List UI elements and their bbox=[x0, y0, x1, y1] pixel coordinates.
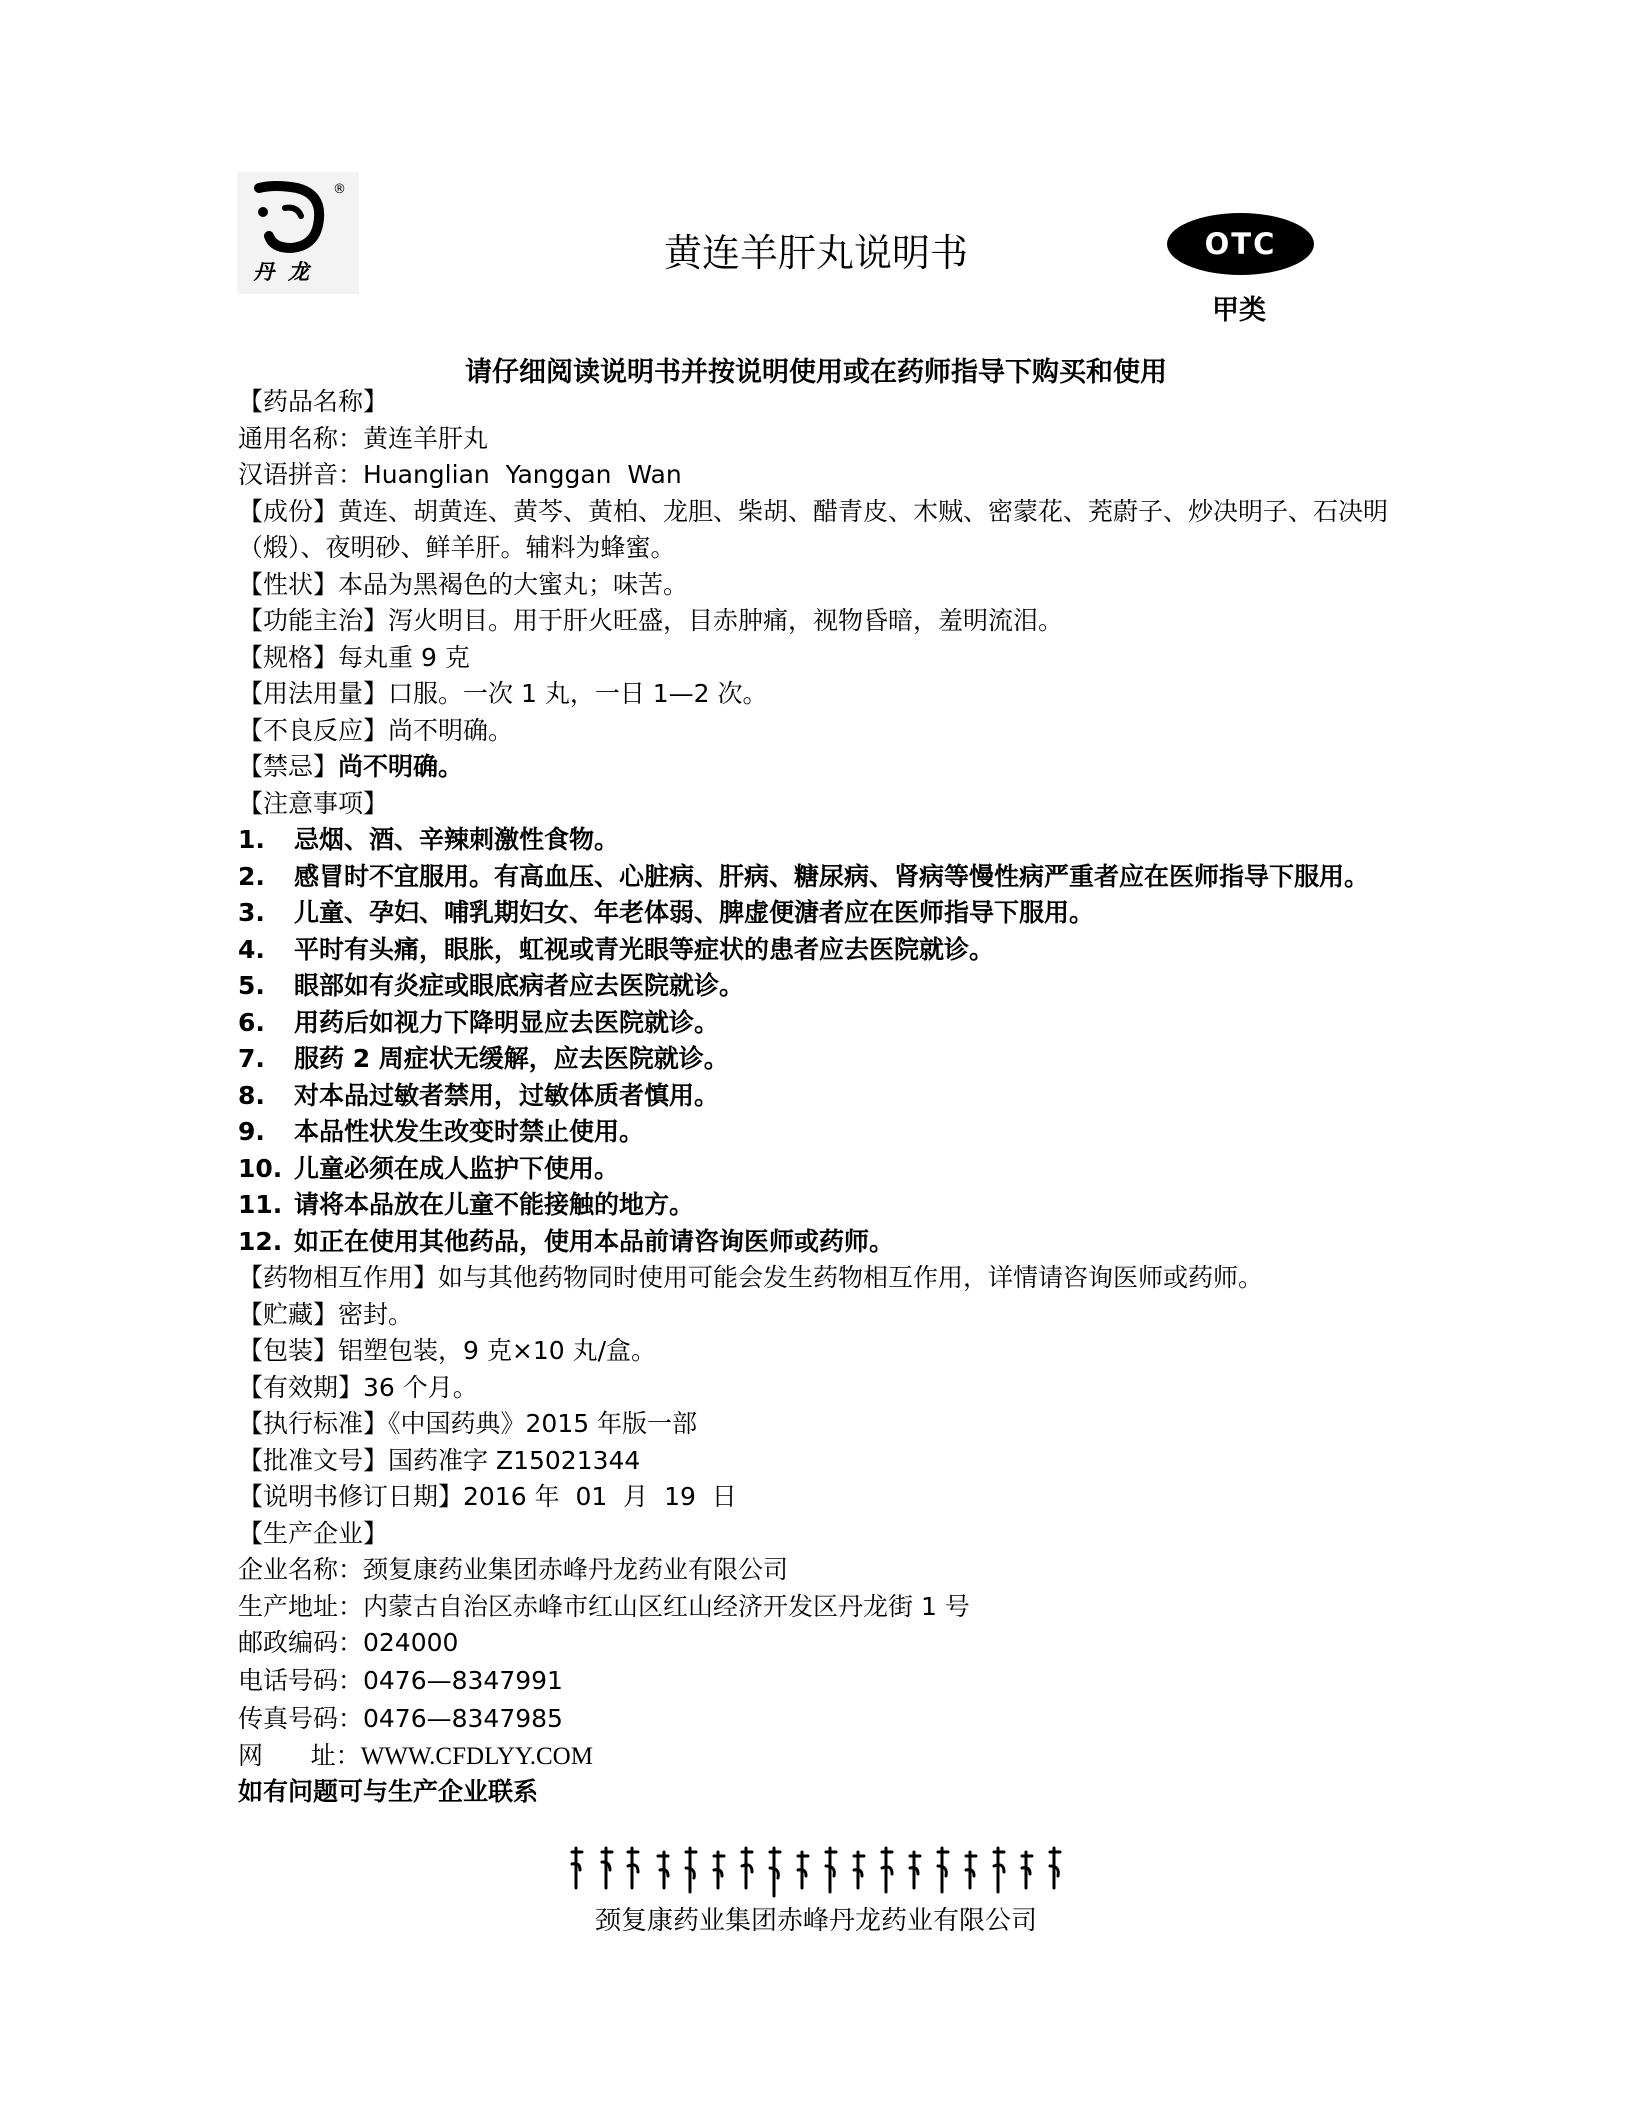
precaution-item: 2. 感冒时不宜服用。有高血压、心脏病、肝病、糖尿病、肾病等慢性病严重者应在医师指导下服用。 bbox=[238, 861, 1370, 891]
dosage-section: 【用法用量】口服。一次 1 丸，一日 1—2 次。 bbox=[238, 679, 768, 708]
contraindications-section: 【禁忌】尚不明确。 bbox=[238, 752, 464, 781]
manufacturer-phone: 电话号码：0476—8347991 bbox=[238, 1665, 563, 1695]
storage-section: 【贮藏】密封。 bbox=[238, 1299, 414, 1329]
precaution-item: 7. 服药 2 周症状无缓解，应去医院就诊。 bbox=[238, 1044, 729, 1073]
otc-badge: OTC bbox=[1167, 213, 1314, 275]
precaution-item: 3. 儿童、孕妇、哺乳期妇女、年老体弱、脾虚便溏者应在医师指导下服用。 bbox=[238, 898, 1095, 927]
ingredients-section: 【成份】黄连、胡黄连、黄芩、黄柏、龙胆、柴胡、醋青皮、木贼、密蒙花、茺蔚子、炒决明子、石决明（煅）、夜明砂、鲜羊肝。辅料为蜂蜜。 bbox=[238, 496, 1389, 562]
precaution-item: 10. 儿童必须在成人监护下使用。 bbox=[238, 1153, 620, 1183]
adverse-section: 【不良反应】尚不明确。 bbox=[238, 715, 514, 745]
revision-section: 【说明书修订日期】2016 年 01 月 19 日 bbox=[238, 1482, 737, 1511]
precaution-item: 6. 用药后如视力下降明显应去医院就诊。 bbox=[238, 1007, 720, 1037]
otc-class-label: 甲类 bbox=[1212, 295, 1266, 326]
precaution-item: 1. 忌烟、酒、辛辣刺激性食物。 bbox=[238, 825, 620, 854]
indications-section: 【功能主治】泻火明目。用于肝火旺盛，目赤肿痛，视物昏暗，羞明流泪。 bbox=[238, 606, 1064, 635]
page-title: 黄连羊肝丸说明书 bbox=[663, 231, 968, 275]
precaution-item: 5. 眼部如有炎症或眼底病者应去医院就诊。 bbox=[238, 971, 745, 1000]
description-section: 【性状】本品为黑褐色的大蜜丸；味苦。 bbox=[238, 569, 689, 599]
mongolian-script-logo bbox=[568, 1838, 1068, 1900]
footer-company: 颈复康药业集团赤峰丹龙药业有限公司 bbox=[594, 1906, 1037, 1936]
standard-section: 【执行标准】《中国药典》2015 年版一部 bbox=[238, 1409, 698, 1438]
contact-note: 如有问题可与生产企业联系 bbox=[238, 1777, 539, 1806]
approval-section: 【批准文号】国药准字 Z15021344 bbox=[238, 1445, 641, 1475]
validity-section: 【有效期】36 个月。 bbox=[238, 1372, 478, 1402]
precaution-item: 12. 如正在使用其他药品，使用本品前请咨询医师或药师。 bbox=[238, 1226, 895, 1256]
leaflet-body bbox=[238, 384, 1398, 1811]
drug-name-header: 【药品名称】 bbox=[238, 387, 389, 416]
manufacturer-website: 网 址：WWW.CFDLYY.COM bbox=[238, 1740, 593, 1770]
manufacturer-postcode: 邮政编码：024000 bbox=[238, 1628, 459, 1657]
interactions-section: 【药物相互作用】如与其他药物同时使用可能会发生药物相互作用，详情请咨询医师或药师。 bbox=[238, 1263, 1264, 1292]
manufacturer-address: 生产地址：内蒙古自治区赤峰市红山区红山经济开发区丹龙街 1 号 bbox=[238, 1591, 970, 1621]
precaution-item: 9. 本品性状发生改变时禁止使用。 bbox=[238, 1117, 645, 1146]
package-section: 【包装】铝塑包装，9 克×10 丸/盒。 bbox=[238, 1336, 656, 1365]
website-link[interactable]: WWW.CFDLYY.COM bbox=[360, 1742, 593, 1770]
precaution-item: 8. 对本品过敏者禁用，过敏体质者慎用。 bbox=[238, 1080, 720, 1110]
manufacturer-fax: 传真号码：0476—8347985 bbox=[238, 1703, 563, 1733]
precaution-item: 4. 平时有头痛，眼胀，虹视或青光眼等症状的患者应去医院就诊。 bbox=[238, 934, 995, 964]
manufacturer-name: 企业名称：颈复康药业集团赤峰丹龙药业有限公司 bbox=[238, 1555, 789, 1584]
registered-mark: ® bbox=[333, 182, 346, 197]
precaution-item: 11. 请将本品放在儿童不能接触的地方。 bbox=[238, 1190, 695, 1219]
reading-notice: 请仔细阅读说明书并按说明使用或在药师指导下购买和使用 bbox=[465, 357, 1167, 388]
manufacturer-header: 【生产企业】 bbox=[238, 1518, 389, 1548]
pinyin-name: 汉语拼音：Huanglian Yanggan Wan bbox=[238, 460, 682, 489]
logo-brand-text: 丹龙 bbox=[253, 260, 323, 284]
precautions-header: 【注意事项】 bbox=[238, 788, 389, 818]
spec-section: 【规格】每丸重 9 克 bbox=[238, 642, 470, 672]
common-name: 通用名称：黄连羊肝丸 bbox=[238, 423, 489, 453]
